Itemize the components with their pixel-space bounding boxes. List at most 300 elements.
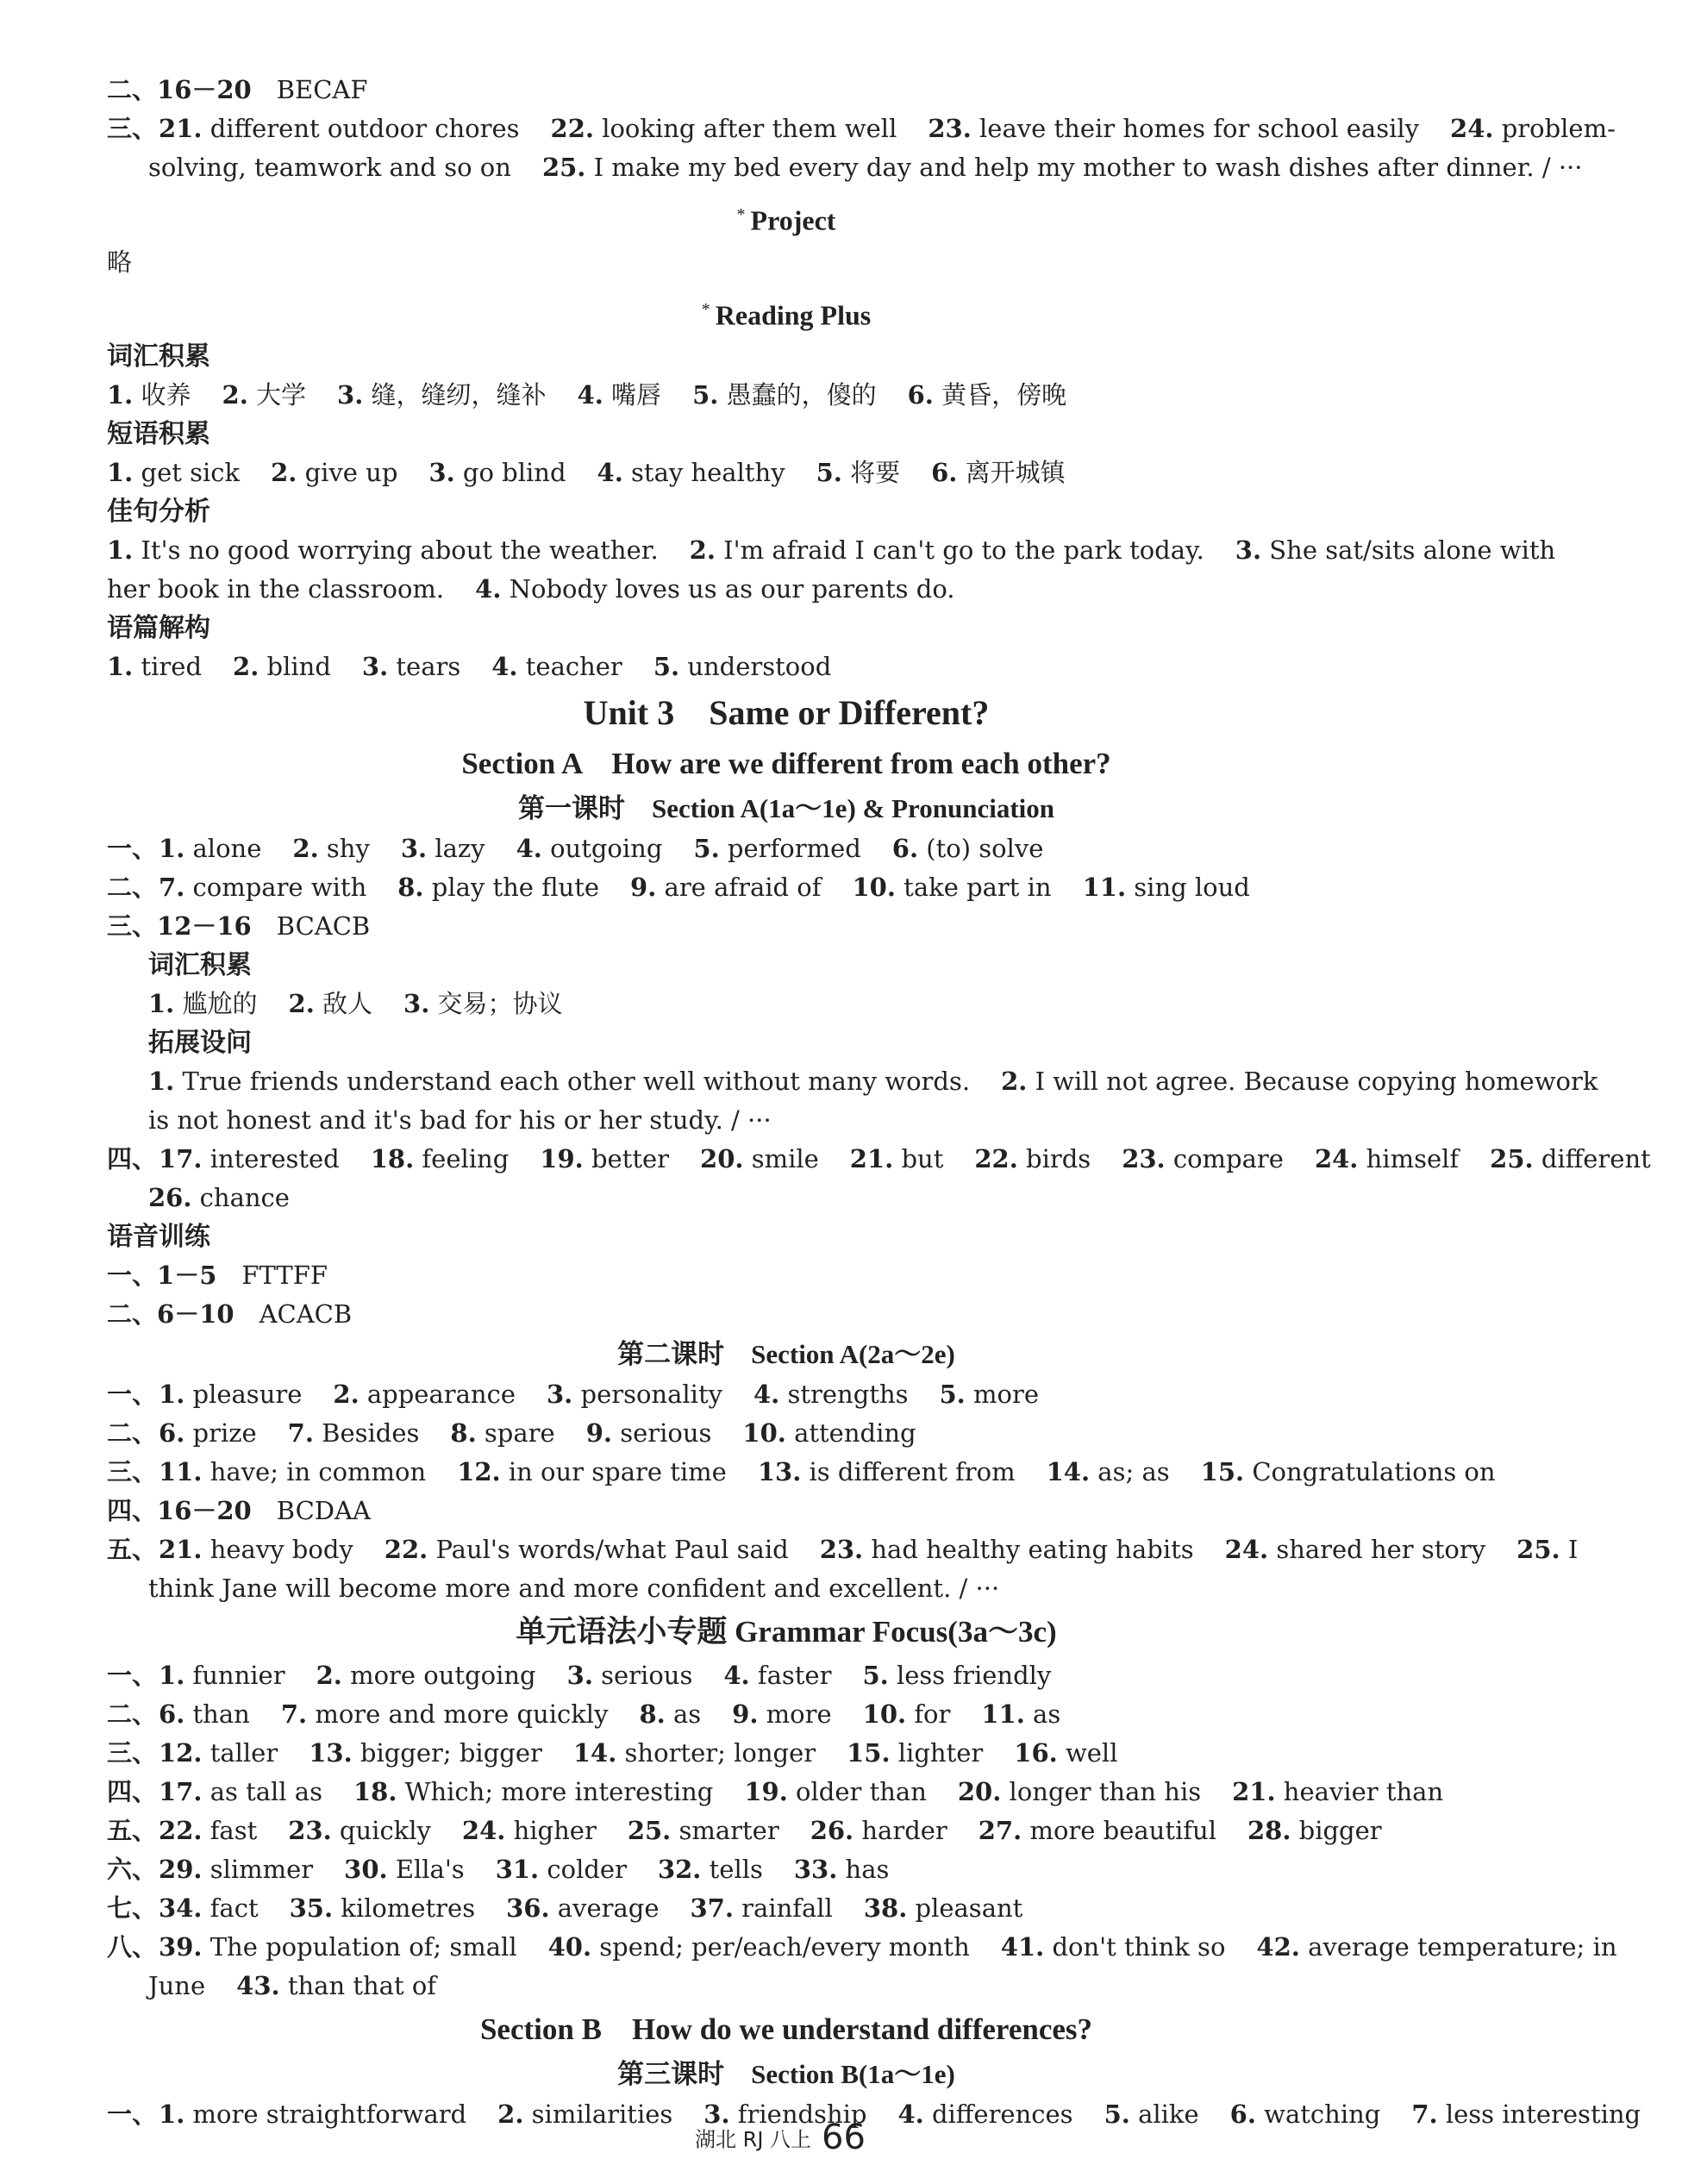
item-number: 8. xyxy=(397,873,424,903)
item-number: 2. xyxy=(316,1661,342,1691)
answer-item xyxy=(1083,873,1250,902)
section-prefix: 一、 xyxy=(107,1661,158,1691)
item-answer: older than xyxy=(796,1777,927,1807)
section-prefix: 二、 xyxy=(107,1299,158,1330)
answer-item xyxy=(401,834,485,863)
item-number: 35. xyxy=(289,1893,334,1924)
answer-line xyxy=(107,1179,1466,1217)
answer-line xyxy=(107,1453,1496,1492)
answer-item xyxy=(107,652,202,681)
item-answer: shorter; longer xyxy=(624,1738,816,1768)
section-prefix: 一、 xyxy=(107,834,158,864)
item-number: 24. xyxy=(1450,114,1494,143)
item-number: 3. xyxy=(400,834,428,864)
answer-item xyxy=(1001,1067,1598,1096)
item-answer: I make my bed every day and help my mother to wash dishes after dinner. / ··· xyxy=(593,153,1583,182)
item-answer: differences xyxy=(931,2100,1073,2130)
item-number: 1. xyxy=(159,1661,185,1691)
item-answer: Which; more interesting xyxy=(404,1777,714,1807)
item-answer: less friendly xyxy=(896,1661,1052,1691)
answer-item xyxy=(853,873,1052,902)
answer-item xyxy=(723,1661,831,1690)
item-number: 16. xyxy=(1014,1738,1058,1768)
item-number: 25. xyxy=(1490,1144,1534,1174)
item-number: 21. xyxy=(159,1535,203,1565)
answer-item xyxy=(1256,1932,1616,1962)
item-number: 7. xyxy=(287,1418,314,1449)
item-number: 24. xyxy=(1314,1144,1359,1174)
item-number: 25. xyxy=(1516,1535,1560,1565)
answer-item xyxy=(597,458,785,487)
item-answer: tells xyxy=(709,1855,763,1885)
item-answer: fast xyxy=(209,1816,258,1846)
item-answer: fact xyxy=(209,1893,259,1924)
page-footer xyxy=(0,2118,1560,2157)
item-answer: Paul's words/what Paul said xyxy=(435,1535,789,1565)
answer-item xyxy=(847,1738,983,1768)
item-number: 1. xyxy=(107,652,134,682)
item-number: 2. xyxy=(1001,1067,1028,1097)
answer-item xyxy=(337,380,547,410)
item-number: 21. xyxy=(1232,1777,1276,1807)
answer-item xyxy=(1014,1738,1117,1768)
lesson3-title: 第三课时 Section B(1a～1e) xyxy=(617,2059,955,2090)
item-number: 13. xyxy=(309,1738,353,1768)
answer-line: is not honest and it's bad for his or her study. / ··· xyxy=(148,1105,772,1136)
item-number: 16－20 xyxy=(157,75,252,104)
answer-line xyxy=(107,907,1466,946)
item-answer: her book in the classroom. xyxy=(107,574,445,604)
item-answer: pleasure xyxy=(192,1380,303,1410)
item-number: 25. xyxy=(627,1816,672,1846)
item-answer: slimmer xyxy=(209,1855,314,1885)
item-answer: personality xyxy=(580,1380,722,1410)
answer-item xyxy=(548,1932,970,1962)
answer-item xyxy=(403,989,563,1018)
item-answer: leave their homes for school easily xyxy=(979,114,1420,143)
item-answer: friendship xyxy=(737,2100,867,2130)
item-number: 12－16 xyxy=(157,911,252,942)
answer-line xyxy=(107,1812,1466,1850)
phrase-label: 短语积累 xyxy=(107,419,210,450)
item-answer: 缝，缝纫，缝补 xyxy=(371,380,547,410)
item-answer: don't think so xyxy=(1052,1932,1226,1962)
answer-item xyxy=(233,652,331,681)
item-number: 17. xyxy=(159,1144,203,1174)
item-answer: appearance xyxy=(366,1380,516,1410)
answer-item xyxy=(1225,1535,1486,1564)
answer-item xyxy=(542,153,1583,182)
item-answer: shared her story xyxy=(1276,1535,1486,1565)
answer-item xyxy=(309,1738,542,1768)
item-answer: smile xyxy=(751,1144,819,1174)
item-answer: more xyxy=(973,1380,1039,1410)
unit-title: Unit 3 Same or Different? xyxy=(583,693,990,733)
project-body: 略 xyxy=(107,247,133,277)
answer-item xyxy=(107,873,366,902)
answer-item xyxy=(107,1418,257,1448)
item-number: 10. xyxy=(742,1418,786,1449)
vocab-label: 词汇积累 xyxy=(107,341,210,372)
item-answer: in our spare time xyxy=(508,1457,727,1487)
item-number: 38. xyxy=(863,1893,908,1924)
answer-item xyxy=(450,1418,554,1448)
answer-item xyxy=(462,1816,597,1845)
answer-line xyxy=(107,1140,1651,1179)
item-number: 16－20 xyxy=(157,1496,252,1526)
item-number: 12. xyxy=(457,1457,501,1487)
section-prefix: 八、 xyxy=(107,1932,158,1962)
item-answer: better xyxy=(591,1144,670,1174)
item-answer: but xyxy=(901,1144,944,1174)
item-number: 34. xyxy=(159,1893,203,1924)
item-answer: as tall as xyxy=(209,1777,322,1807)
structure-label: 语篇解构 xyxy=(107,613,210,644)
answer-item xyxy=(107,1816,257,1845)
item-answer: blind xyxy=(266,652,331,682)
item-number: 5. xyxy=(653,652,680,682)
section-prefix: 二、 xyxy=(107,873,158,903)
item-answer: for xyxy=(914,1699,951,1730)
section-prefix: 一、 xyxy=(107,2100,158,2130)
sentence-label: 佳句分析 xyxy=(107,497,210,528)
item-number: 5. xyxy=(693,834,720,864)
answer-item xyxy=(288,1816,431,1845)
item-answer: go blind xyxy=(462,458,566,488)
answer-item xyxy=(1516,1535,1578,1564)
answer-item xyxy=(516,834,663,863)
item-number: 2. xyxy=(497,2100,524,2130)
item-answer: colder xyxy=(547,1855,627,1885)
item-number: 11. xyxy=(159,1457,203,1487)
item-answer: problem- xyxy=(1501,114,1616,143)
answer-line xyxy=(107,1062,1598,1101)
item-number: 5. xyxy=(1104,2100,1130,2130)
item-number: 12. xyxy=(159,1738,203,1768)
item-answer: harder xyxy=(861,1816,947,1846)
answer-item xyxy=(540,1144,669,1173)
answer-item xyxy=(981,1699,1060,1729)
item-answer: funnier xyxy=(192,1661,285,1691)
item-number: 26. xyxy=(148,1183,192,1213)
item-answer: smarter xyxy=(678,1816,779,1846)
item-number: 10. xyxy=(862,1699,907,1730)
item-answer: is different from xyxy=(809,1457,1016,1487)
item-answer: (to) solve xyxy=(926,834,1044,864)
answer-item xyxy=(353,1777,713,1806)
answer-item xyxy=(107,1893,259,1923)
item-number: 7. xyxy=(280,1699,308,1730)
item-answer: BCACB xyxy=(276,911,371,942)
item-answer: than that of xyxy=(287,1971,437,2001)
item-answer: different xyxy=(1541,1144,1651,1174)
answer-item xyxy=(491,652,622,681)
answer-item xyxy=(222,380,307,410)
item-answer: 交易；协议 xyxy=(437,989,563,1019)
item-number: 4. xyxy=(577,380,603,410)
item-number: 22. xyxy=(384,1535,428,1565)
item-answer: ACACB xyxy=(259,1299,353,1330)
item-answer: are afraid of xyxy=(664,873,822,903)
answer-line xyxy=(107,1530,1579,1569)
section-prefix: 三、 xyxy=(107,1738,158,1768)
answer-item xyxy=(862,1661,1051,1690)
item-answer: watching xyxy=(1264,2100,1381,2130)
item-answer: alike xyxy=(1138,2100,1199,2130)
item-number: 2. xyxy=(233,652,259,682)
answer-line xyxy=(107,148,1583,187)
section-prefix: 五、 xyxy=(107,1535,158,1565)
item-answer: serious xyxy=(601,1661,693,1691)
answer-item xyxy=(628,1816,779,1845)
item-answer: lighter xyxy=(897,1738,984,1768)
item-answer: alone xyxy=(192,834,262,864)
item-answer: average xyxy=(557,1893,660,1924)
item-number: 43. xyxy=(236,1971,280,2001)
item-number: 21. xyxy=(849,1144,894,1174)
answer-item xyxy=(693,834,860,863)
answer-item xyxy=(107,380,191,410)
answer-line xyxy=(107,71,1466,110)
item-answer: less interesting xyxy=(1445,2100,1641,2130)
answer-item xyxy=(753,1380,909,1409)
item-answer: solving, teamwork and so on xyxy=(148,153,511,182)
answer-item xyxy=(148,153,511,182)
item-number: 23. xyxy=(928,114,972,143)
item-answer: teacher xyxy=(525,652,622,682)
item-answer: than xyxy=(192,1699,250,1730)
answer-item xyxy=(658,1855,763,1884)
answer-item xyxy=(148,1971,205,2000)
answer-item xyxy=(758,1457,1016,1486)
answer-line xyxy=(107,1850,1466,1889)
answer-item xyxy=(816,458,901,487)
section-prefix: 三、 xyxy=(107,1457,158,1487)
item-answer: take part in xyxy=(904,873,1052,903)
answer-item xyxy=(428,458,566,487)
answer-item xyxy=(979,1816,1216,1845)
item-answer: FTTFF xyxy=(241,1261,328,1291)
item-number: 41. xyxy=(1000,1932,1045,1962)
item-number: 1. xyxy=(107,380,134,410)
item-answer: It's no good worrying about the weather. xyxy=(141,535,659,566)
answer-item xyxy=(653,652,831,681)
item-number: 42. xyxy=(1256,1932,1300,1962)
item-answer: I xyxy=(1567,1535,1579,1565)
item-number: 27. xyxy=(978,1816,1022,1846)
item-answer: more xyxy=(766,1699,832,1730)
answer-item xyxy=(1450,114,1616,143)
answer-item xyxy=(107,1699,250,1729)
answer-item xyxy=(397,873,599,902)
item-answer: similarities xyxy=(531,2100,673,2130)
item-number: 2. xyxy=(271,458,297,488)
item-answer: 敌人 xyxy=(322,989,373,1019)
item-number: 3. xyxy=(703,2100,730,2130)
item-answer: pleasant xyxy=(915,1893,1023,1924)
section-b-title: Section B How do we understand differences? xyxy=(479,2012,1093,2047)
answer-line xyxy=(107,1928,1617,1967)
item-answer: 将要 xyxy=(850,458,901,488)
page-number: 66 xyxy=(822,2118,866,2157)
answer-item xyxy=(700,1144,819,1173)
item-number: 14. xyxy=(1046,1457,1091,1487)
answer-item xyxy=(107,1457,426,1486)
item-answer: serious xyxy=(620,1418,712,1449)
item-number: 3. xyxy=(547,1380,573,1410)
item-answer: BCDAA xyxy=(276,1496,371,1526)
item-number: 9. xyxy=(732,1699,759,1730)
item-number: 22. xyxy=(159,1816,203,1846)
answer-item xyxy=(290,1893,475,1923)
item-answer: feeling xyxy=(422,1144,510,1174)
answer-item xyxy=(1201,1457,1496,1486)
item-answer: as; as xyxy=(1097,1457,1170,1487)
item-number: 20. xyxy=(957,1777,1002,1807)
section-prefix: 二、 xyxy=(107,75,158,104)
item-number: 6. xyxy=(159,1699,185,1730)
answer-item xyxy=(333,1380,516,1409)
item-answer: more straightforward xyxy=(192,2100,467,2130)
item-answer: The population of; small xyxy=(209,1932,517,1962)
answer-item xyxy=(958,1777,1201,1806)
item-number: 25. xyxy=(541,153,586,182)
item-number: 2. xyxy=(333,1380,360,1410)
item-number: 19. xyxy=(540,1144,584,1174)
item-number: 19. xyxy=(744,1777,788,1807)
answer-item xyxy=(1490,1144,1651,1173)
answer-item xyxy=(316,1661,536,1690)
item-number: 28. xyxy=(1247,1816,1291,1846)
answer-item xyxy=(573,1738,816,1768)
lesson2-title: 第二课时 Section A(2a～2e) xyxy=(617,1339,955,1370)
answer-item xyxy=(639,1699,701,1729)
item-number: 6. xyxy=(891,834,919,864)
item-answer: higher xyxy=(513,1816,597,1846)
item-answer: faster xyxy=(757,1661,832,1691)
item-answer: play the flute xyxy=(431,873,600,903)
answer-item xyxy=(107,1738,278,1768)
item-number: 14. xyxy=(572,1738,617,1768)
answer-item xyxy=(1122,1144,1284,1173)
answer-line xyxy=(107,1492,1466,1530)
item-number: 15. xyxy=(847,1738,891,1768)
item-number: 30. xyxy=(344,1855,388,1885)
answer-item xyxy=(850,1144,944,1173)
item-number: 17. xyxy=(159,1777,203,1807)
item-number: 4. xyxy=(516,834,542,864)
answer-line xyxy=(107,829,1466,868)
item-answer: shy xyxy=(326,834,370,864)
item-answer: have; in common xyxy=(209,1457,427,1487)
item-number: 1. xyxy=(148,1067,175,1097)
answer-line xyxy=(107,376,1466,415)
answer-line xyxy=(107,985,1466,1023)
answer-line: think Jane will become more and more confident and excellent. / ··· xyxy=(148,1574,1000,1604)
reading-plus-title: Reading Plus xyxy=(715,299,872,331)
answer-item xyxy=(107,1535,353,1564)
section-prefix: 三、 xyxy=(107,911,158,942)
item-number: 1. xyxy=(107,535,134,566)
item-number: 6. xyxy=(907,380,934,410)
item-number: 4. xyxy=(897,2100,924,2130)
item-number: 13. xyxy=(757,1457,802,1487)
section-prefix: 二、 xyxy=(107,1418,158,1449)
item-answer: compare xyxy=(1172,1144,1284,1174)
answer-line xyxy=(107,531,1556,570)
item-answer: as xyxy=(1033,1699,1061,1730)
item-number: 36. xyxy=(506,1893,550,1924)
answer-item xyxy=(385,1535,789,1564)
item-number: 6. xyxy=(931,458,958,488)
answer-item xyxy=(892,834,1044,863)
answer-item xyxy=(457,1457,727,1486)
book-tag: 湖北 RJ 八上 xyxy=(695,2127,812,2152)
item-answer: himself xyxy=(1366,1144,1460,1174)
reading-plus-heading xyxy=(107,287,1466,338)
item-number: 3. xyxy=(1235,535,1262,566)
item-answer: quickly xyxy=(339,1816,431,1846)
item-answer: longer than his xyxy=(1009,1777,1202,1807)
answer-line xyxy=(107,868,1466,907)
answer-item xyxy=(271,458,397,487)
answer-item xyxy=(551,114,897,143)
item-number: 23. xyxy=(1122,1144,1166,1174)
answer-item xyxy=(1315,1144,1459,1173)
item-answer: rainfall xyxy=(741,1893,833,1924)
item-number: 4. xyxy=(723,1661,750,1691)
answer-item xyxy=(496,1855,627,1884)
item-number: 2. xyxy=(288,989,315,1019)
item-number: 4. xyxy=(475,574,502,604)
item-number: 7. xyxy=(1411,2100,1438,2130)
answer-item xyxy=(1047,1457,1170,1486)
item-answer: She sat/sits alone with xyxy=(1269,535,1556,566)
answer-item xyxy=(690,535,1204,565)
answer-line xyxy=(107,1375,1466,1414)
section-prefix: 一、 xyxy=(107,1380,158,1410)
item-number: 31. xyxy=(495,1855,540,1885)
item-answer: tired xyxy=(141,652,203,682)
item-answer: bigger; bigger xyxy=(360,1738,542,1768)
extend-label: 拓展设问 xyxy=(148,1028,252,1059)
item-answer: True friends understand each other well without many words. xyxy=(182,1067,971,1097)
answer-line xyxy=(107,110,1616,148)
item-number: 39. xyxy=(159,1932,203,1962)
item-number: 32. xyxy=(657,1855,702,1885)
item-answer: BECAF xyxy=(276,75,368,104)
answer-item xyxy=(107,1932,517,1962)
answer-item xyxy=(107,458,240,487)
item-answer: 离开城镇 xyxy=(965,458,1066,488)
item-answer: heavy body xyxy=(209,1535,353,1565)
item-answer: different outdoor chores xyxy=(209,114,520,143)
item-answer: chance xyxy=(199,1183,290,1213)
item-number: 5. xyxy=(862,1661,889,1691)
item-answer: taller xyxy=(209,1738,278,1768)
section-prefix: 一、 xyxy=(107,1261,158,1291)
answer-item xyxy=(578,380,662,410)
item-number: 6. xyxy=(1229,2100,1256,2130)
item-number: 8. xyxy=(639,1699,666,1730)
item-number: 24. xyxy=(1224,1535,1269,1565)
answer-line xyxy=(107,454,1466,492)
section-prefix: 三、 xyxy=(107,114,158,143)
project-title: Project xyxy=(750,204,836,236)
item-answer: June xyxy=(148,1971,206,2001)
answer-item xyxy=(107,834,261,863)
item-number: 24. xyxy=(461,1816,506,1846)
